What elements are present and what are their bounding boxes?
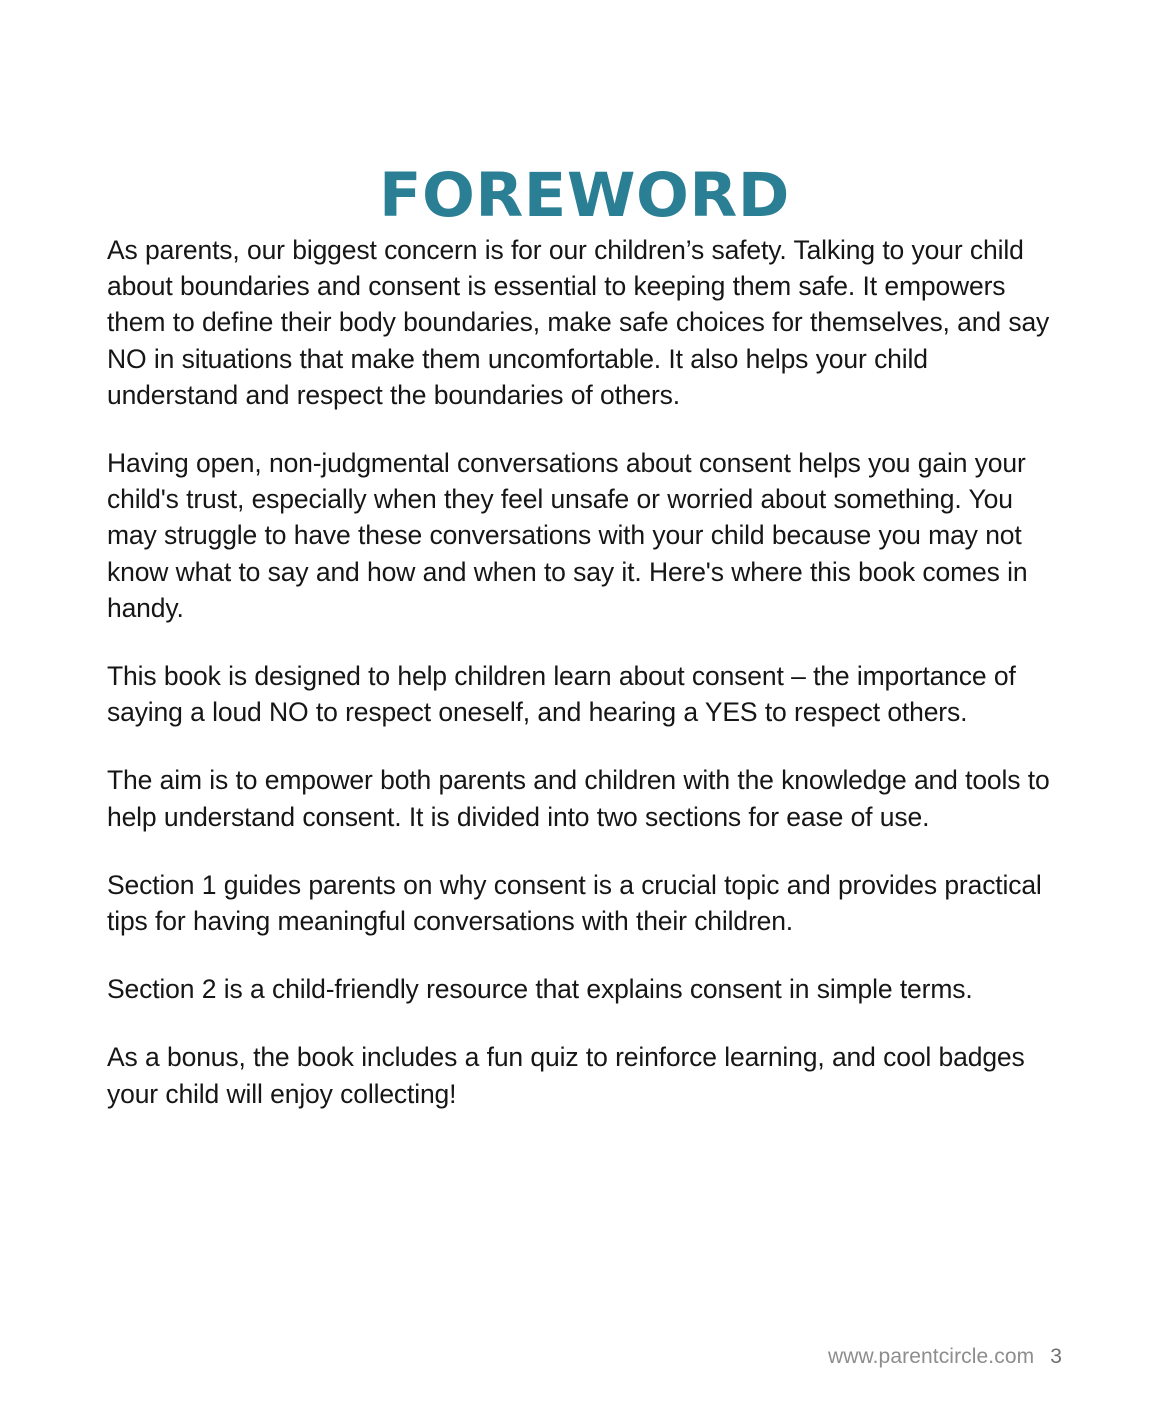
paragraph: Having open, non-judgmental conversations about consent helps you gain your child's trust, especially when they feel unsafe or worried about something. You may struggle to have these conversations with your child because you may not know what to say and how and when to say it. Here's where this book comes in handy. [107, 448, 1028, 623]
foreword-body [107, 232, 1055, 1112]
paragraph: As parents, our biggest concern is for our children’s safety. Talking to your child about boundaries and consent is essential to keeping them safe. It empowers them to define their body boundaries, make safe choices for themselves, and say NO in situations that make them uncomfortable. It also helps your child understand and respect the boundaries of others. [107, 235, 1050, 410]
paragraph: Section 1 guides parents on why consent is a crucial topic and provides practical tips for having meaningful conversations with their children. [107, 869, 1042, 937]
paragraph: The aim is to empower both parents and children with the knowledge and tools to help understand consent. It is divided into two sections for ease of use. [107, 765, 1050, 832]
page-number: 3 [1050, 1345, 1062, 1368]
page-footer [0, 1344, 1169, 1370]
paragraph: Section 2 is a child-friendly resource that explains consent in simple terms. [107, 974, 973, 1005]
paragraph: This book is designed to help children learn about consent – the importance of saying a loud NO to respect oneself, and hearing a YES to respect others. [107, 661, 1016, 728]
footer-website-url[interactable]: www.parentcircle.com [827, 1345, 1035, 1368]
page-title: FOREWORD [379, 159, 790, 231]
paragraph: As a bonus, the book includes a fun quiz to reinforce learning, and cool badges your child will enjoy collecting! [107, 1042, 1025, 1109]
